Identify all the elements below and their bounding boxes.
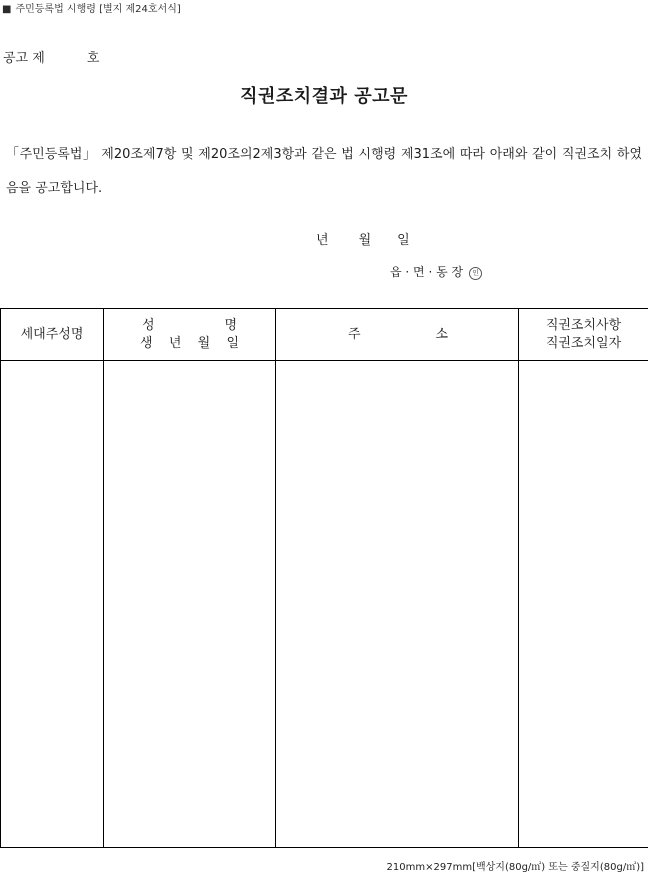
date-month: 월	[358, 233, 372, 248]
date-line	[316, 229, 410, 248]
notice-number-suffix: 호	[86, 51, 100, 66]
header-address	[276, 309, 519, 361]
header-name-part2: 명	[224, 317, 237, 333]
cell-action[interactable]	[519, 361, 648, 848]
form-reference-text: 주민등록법 시행령 [별지 제24호서식]	[15, 4, 181, 15]
result-table	[0, 308, 648, 848]
header-name-birthdate	[104, 309, 276, 361]
notice-body: 「주민등록법」 제20조제7항 및 제20조의2제3항과 같은 법 시행령 제31조에 따라 아래와 같이 직권조치 하였음을 공고합니다.	[6, 147, 642, 196]
header-name	[104, 317, 275, 335]
header-householder: 세대주성명	[1, 309, 104, 361]
notice-number	[3, 47, 99, 66]
header-birth-part3: 월	[197, 335, 211, 351]
header-birth-part4: 일	[226, 335, 239, 351]
header-name-part1: 성	[142, 317, 155, 333]
date-year: 년	[316, 233, 329, 248]
date-day: 일	[397, 233, 410, 248]
header-action	[519, 309, 648, 361]
header-address-part2: 소	[435, 326, 448, 342]
table-row	[1, 361, 648, 848]
table-header-row	[1, 309, 648, 361]
notice-number-prefix: 공고 제	[3, 51, 45, 66]
form-reference	[2, 0, 181, 15]
paper-spec: 210mm×297mm[백상지(80g/㎡) 또는 중질지(80g/㎡)]	[386, 862, 644, 873]
header-birthdate	[104, 335, 275, 353]
official-signature	[390, 263, 482, 280]
square-bullet-icon: ■	[2, 4, 12, 15]
cell-name-birthdate[interactable]	[104, 361, 276, 848]
cell-householder[interactable]	[1, 361, 104, 848]
header-action-item: 직권조치사항	[545, 317, 622, 333]
header-address-part1: 주	[348, 326, 361, 342]
header-action-date: 직권조치일자	[545, 335, 622, 351]
header-birth-part1: 생	[140, 335, 153, 351]
document-title: 직권조치결과 공고문	[240, 86, 408, 107]
header-birth-part2: 년	[168, 335, 182, 351]
seal-icon: 인	[469, 267, 482, 280]
official-title: 읍 · 면 · 동 장	[390, 265, 464, 279]
cell-address[interactable]	[276, 361, 519, 848]
